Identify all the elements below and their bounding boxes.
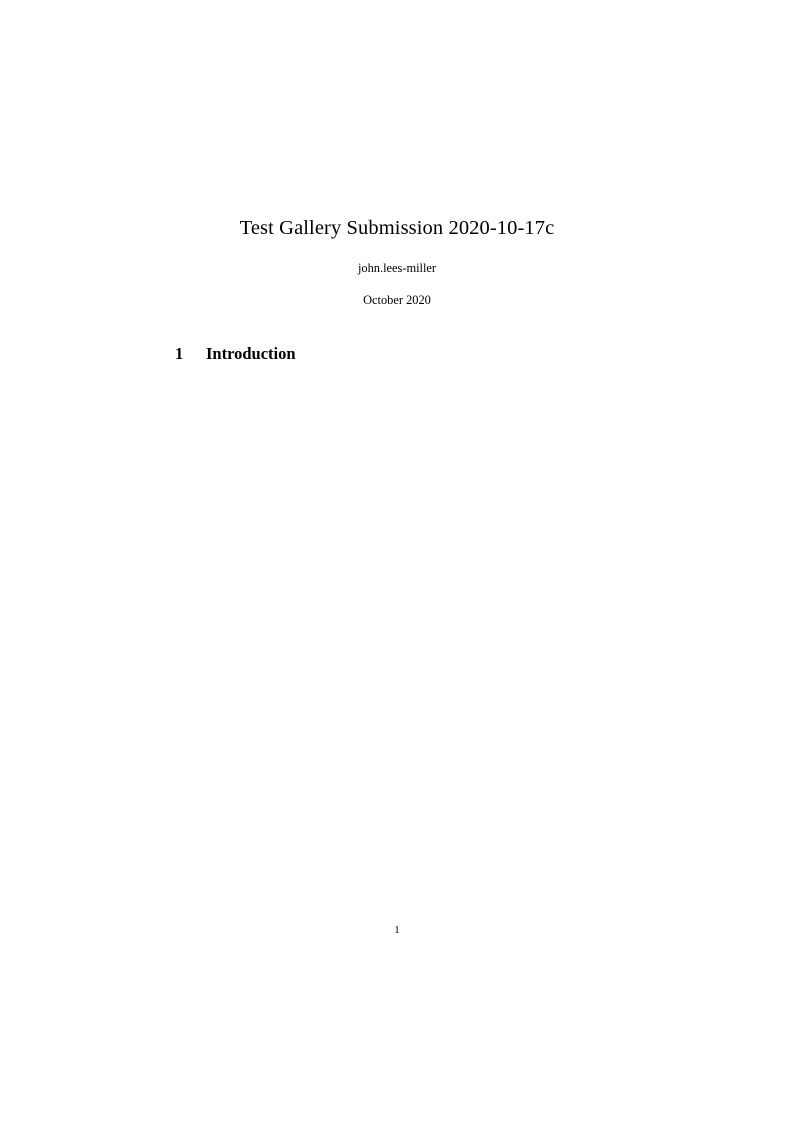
section-title: Introduction xyxy=(206,344,296,364)
section-body-introduction xyxy=(0,377,794,387)
section-heading-introduction xyxy=(0,308,794,364)
page-number: 1 xyxy=(394,924,400,936)
document-author: john.lees-miller xyxy=(357,260,437,275)
page-content xyxy=(0,0,794,399)
section-number: 1 xyxy=(175,344,184,364)
document-date: October 2020 xyxy=(363,293,431,308)
page-title: Test Gallery Submission 2020-10-17c xyxy=(239,217,555,239)
